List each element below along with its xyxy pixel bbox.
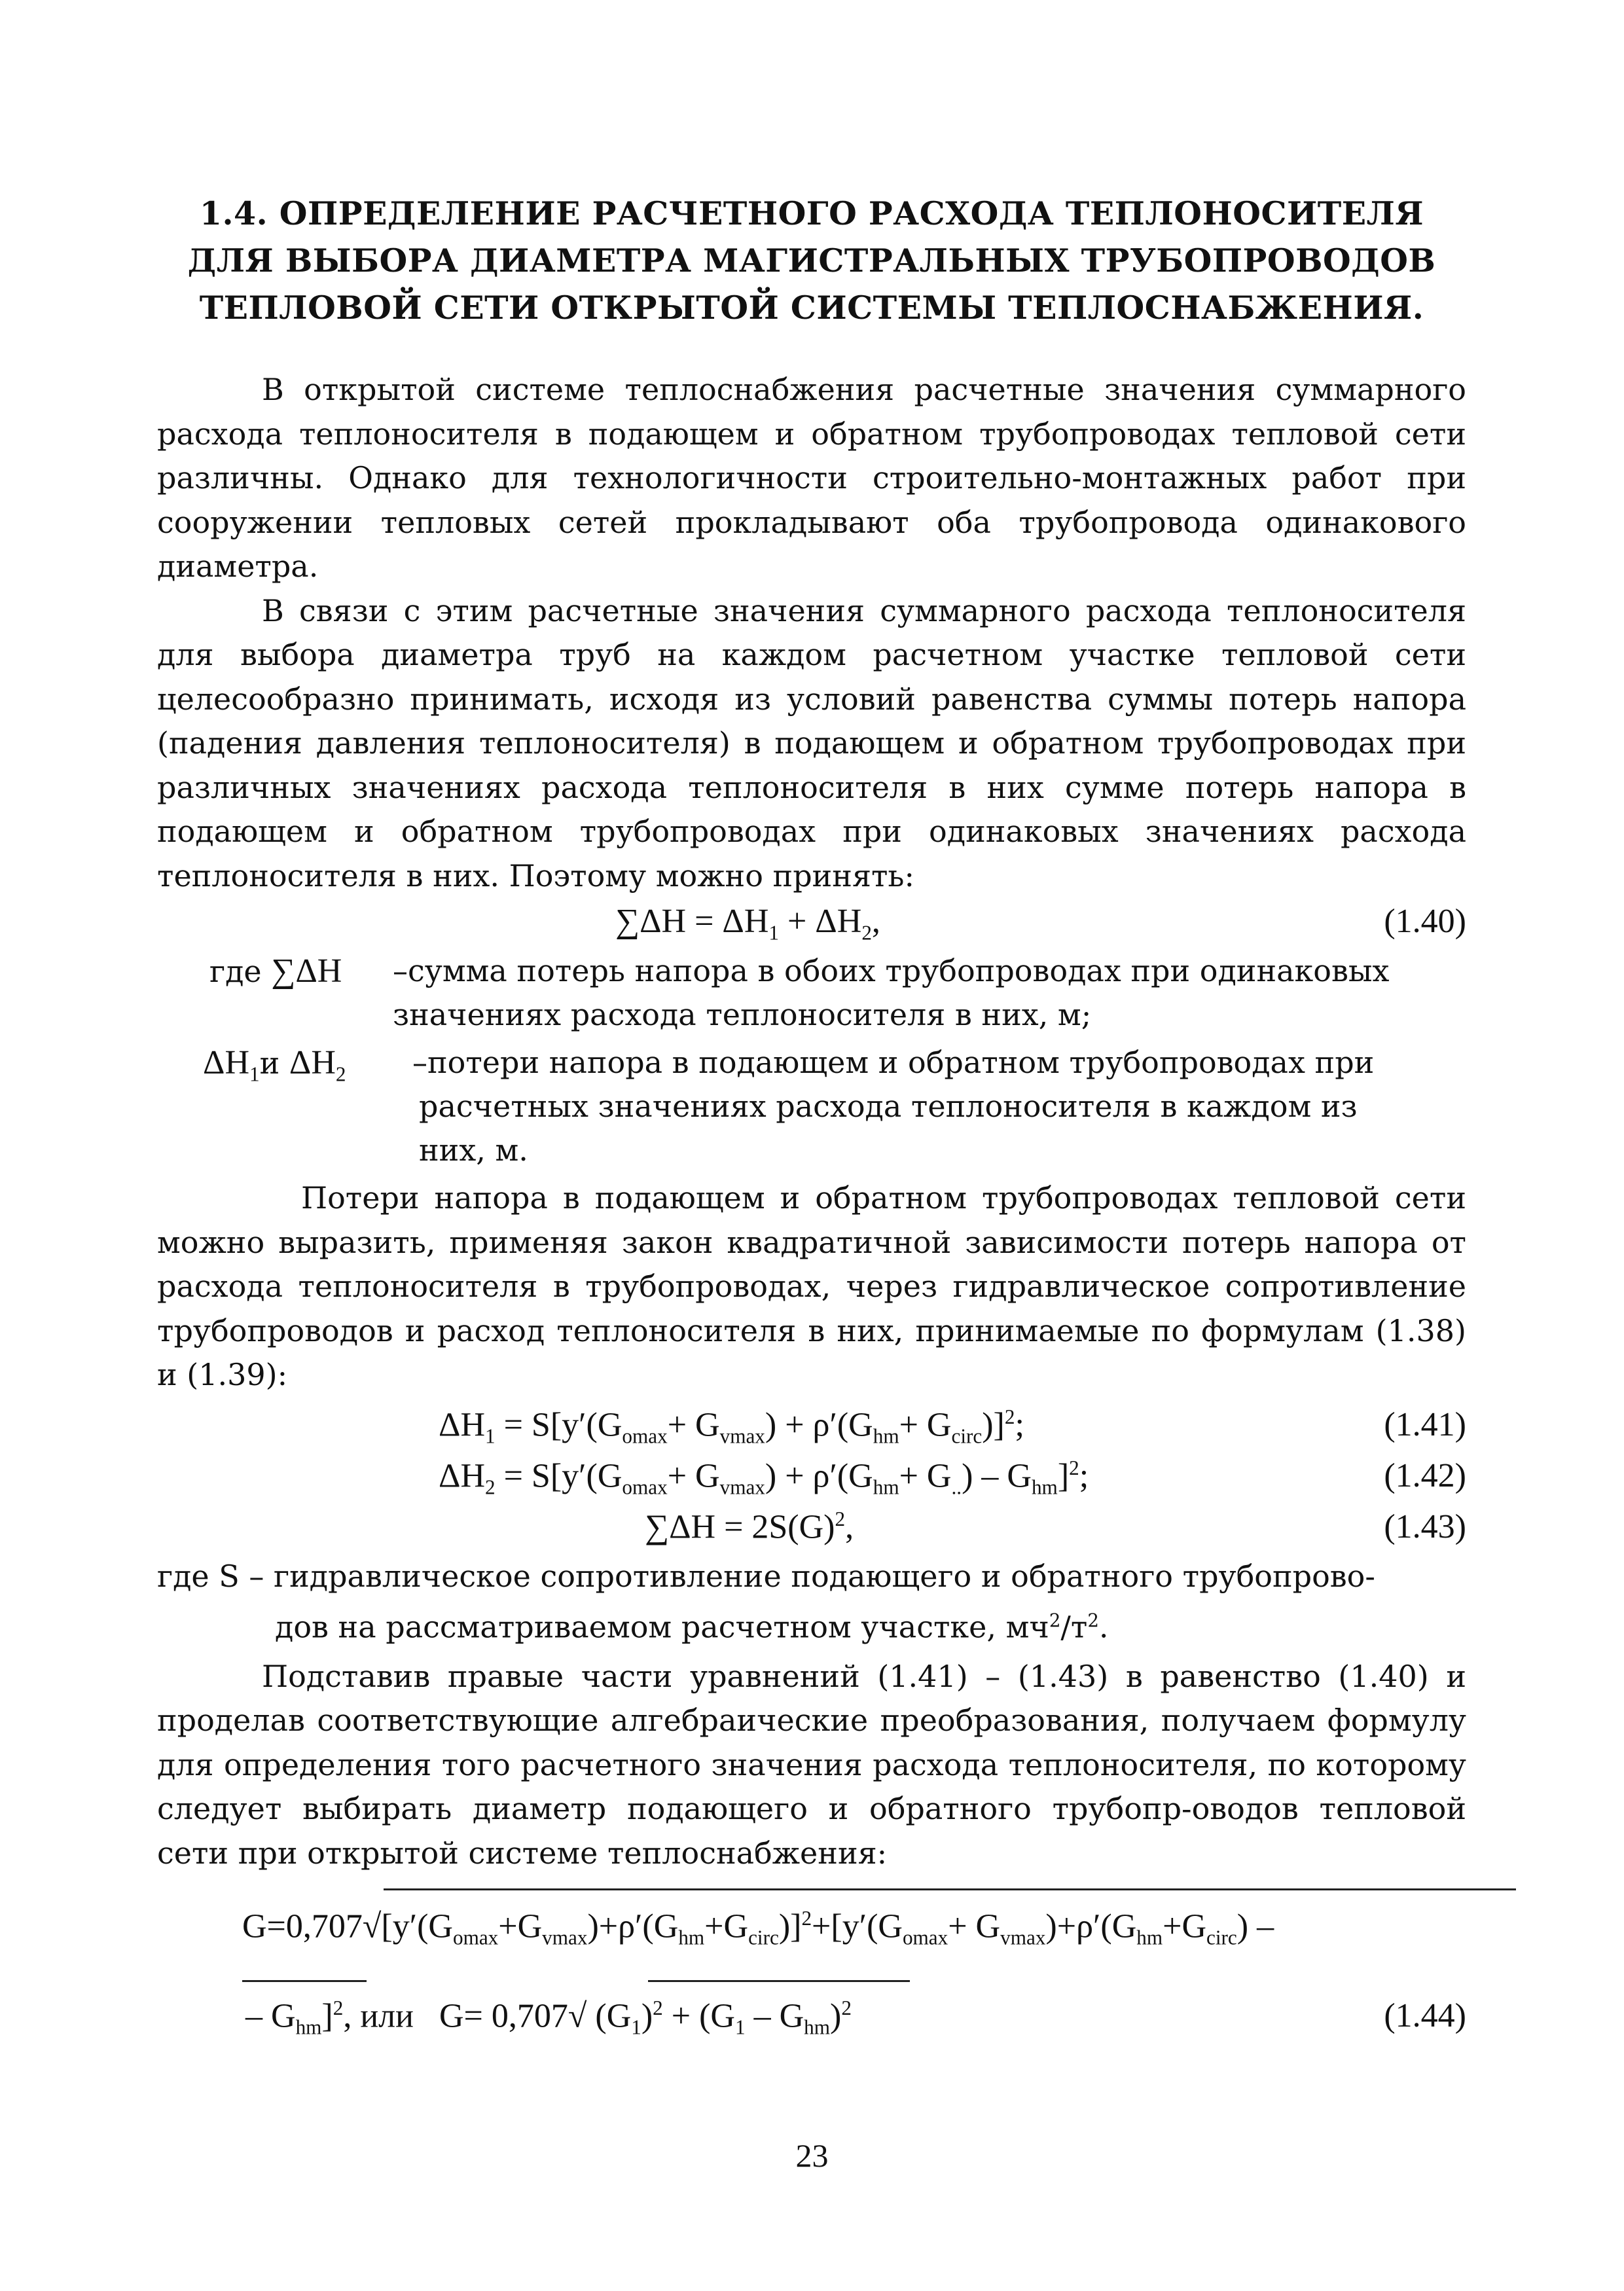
text: . xyxy=(1098,1609,1109,1645)
definition-line-2: расчетных значениях расхода теплоносителя в каждом из xyxy=(419,1089,1358,1124)
definition-label: $\Delta H_1и$ $\Delta H_2$ xyxy=(203,1044,346,1086)
equation-number: (1.41) xyxy=(1384,1405,1466,1443)
radical-bar xyxy=(648,1980,910,1982)
definition-label: где ∑ΔH xyxy=(209,952,342,990)
title-line-2: ДЛЯ ВЫБОРА ДИАМЕТРА МАГИСТРАЛЬНЫХ ТРУБОПРОВОДОВ xyxy=(187,242,1436,280)
text: /т xyxy=(1060,1609,1088,1645)
equation-number: (1.44) xyxy=(1384,1997,1466,2035)
superscript: 2 xyxy=(1087,1610,1099,1631)
definition-s xyxy=(157,1555,1466,1650)
definition-sum-dh xyxy=(157,949,1466,1037)
equation-1-41 xyxy=(157,1401,1466,1452)
radical-bar xyxy=(384,1888,1516,1890)
title-line-3: ТЕПЛОВОЙ СЕТИ ОТКРЫТОЙ СИСТЕМЫ ТЕПЛОСНАБЖЕНИЯ. xyxy=(199,289,1424,327)
equation-number: (1.42) xyxy=(1384,1456,1466,1494)
definition-line-3: них, м. xyxy=(419,1132,528,1168)
equation-1-44-line-2: – $G_{hm}]^2$, или G= 0,707√ $(G_1)^2 + (G_1 - G_{hm})^2$ xyxy=(245,1996,852,2040)
definition-text: –сумма потерь напора в обоих трубопроводах при одинаковых значениях расхода теплоносителя в них, м; xyxy=(393,953,1390,1032)
paragraph-4: Подставив правые части уравнений (1.41) – (1.43) в равенство (1.40) и проделав соответствующие алгебраические преобразования, получаем формулу для определения того расчетного значения расхода теплоносителя, по которому следует выбирать диаметр подающего и обратного трубопр-оводов тепловой сети при открытой системе теплоснабжения: xyxy=(157,1658,1466,1871)
equation-1-42 xyxy=(157,1452,1466,1504)
equation-1-41-body: $\Delta H_1 = S[y'(G_{omax}+ G_{vmax}) + \rho'(G_{hm}+ G_{circ})]^2$; xyxy=(439,1405,1024,1448)
text: дов на рассматриваемом расчетном участке, мч xyxy=(275,1609,1049,1645)
definition-s-line-1: где S – гидравлическое сопротивление подающего и обратного трубопрово- xyxy=(157,1558,1375,1594)
and-word: и xyxy=(259,1045,280,1081)
page-content xyxy=(157,190,1466,2052)
paragraph-3: Потери напора в подающем и обратном трубопроводах тепловой сети можно выразить, применяя закон квадратичной зависимости потерь напора от расхода теплоносителя в трубопроводах, через гидравлическое сопротивление трубопроводов и расход теплоносителя в них, принимаемые по формулам (1.38) и (1.39): xyxy=(157,1180,1466,1392)
definition-line-1: –потери напора в подающем и обратном трубопроводах при xyxy=(412,1045,1375,1080)
equation-number: (1.43) xyxy=(1384,1507,1466,1545)
where-word: где xyxy=(209,954,262,989)
section-title xyxy=(157,190,1466,331)
definition-dh1-dh2 xyxy=(157,1041,1466,1172)
equation-1-40 xyxy=(157,898,1466,949)
equation-1-44 xyxy=(157,1888,1466,2052)
paragraph-2: В связи с этим расчетные значения суммарного расхода теплоносителя для выбора диаметра труб на каждом расчетном участке тепловой сети целесообразно принимать, исходя из условий равенства суммы потерь напора (падения давления теплоносителя) в подающем и обратном трубопроводах при различных значениях расхода теплоносителя в них сумме потерь напора в подающем и обратном трубопроводах при одинаковых значениях расхода теплоносителя в них. Поэтому можно принять: xyxy=(157,592,1466,893)
paragraph-1: В открытой системе теплоснабжения расчетные значения суммарного расхода теплоносителя в подающем и обратном трубопроводах тепловой сети различны. Однако для технологичности строительно-монтажных работ при сооружении тепловых сетей прокладывают оба трубопровода одинакового диаметра. xyxy=(157,372,1466,584)
or-word: , или xyxy=(343,1997,414,2035)
radical-bar xyxy=(242,1980,367,1982)
equation-1-42-body: $\Delta H_2 = S[y'(G_{omax}+ G_{vmax}) + \rho'(G_{hm}+ G_{..}) - G_{hm}]^2$; xyxy=(439,1456,1089,1499)
equation-1-44-line-1: $G=0,707√[y'(G_{omax}+G_{vmax})+\rho'(G_{hm}+G_{circ})]^2+[y'(G_{omax}+ G_{vmax})+\rho'(G_{hm}+G_{circ})$ – xyxy=(242,1907,1274,1950)
definition-s-line-2 xyxy=(275,1598,1466,1650)
title-line-1: 1.4. ОПРЕДЕЛЕНИЕ РАСЧЕТНОГО РАСХОДА ТЕПЛОНОСИТЕЛЯ xyxy=(199,194,1424,232)
page-number: 23 xyxy=(795,2137,829,2174)
equation-1-43-body: $\sum\Delta H = 2S(G)^2$, xyxy=(645,1507,854,1545)
equation-1-43 xyxy=(157,1504,1466,1555)
superscript: 2 xyxy=(1049,1610,1061,1631)
equation-number: (1.40) xyxy=(1384,903,1466,940)
equation-1-40-body: $\sum\Delta H = \Delta H_1 + \Delta H_2$, xyxy=(615,903,880,945)
